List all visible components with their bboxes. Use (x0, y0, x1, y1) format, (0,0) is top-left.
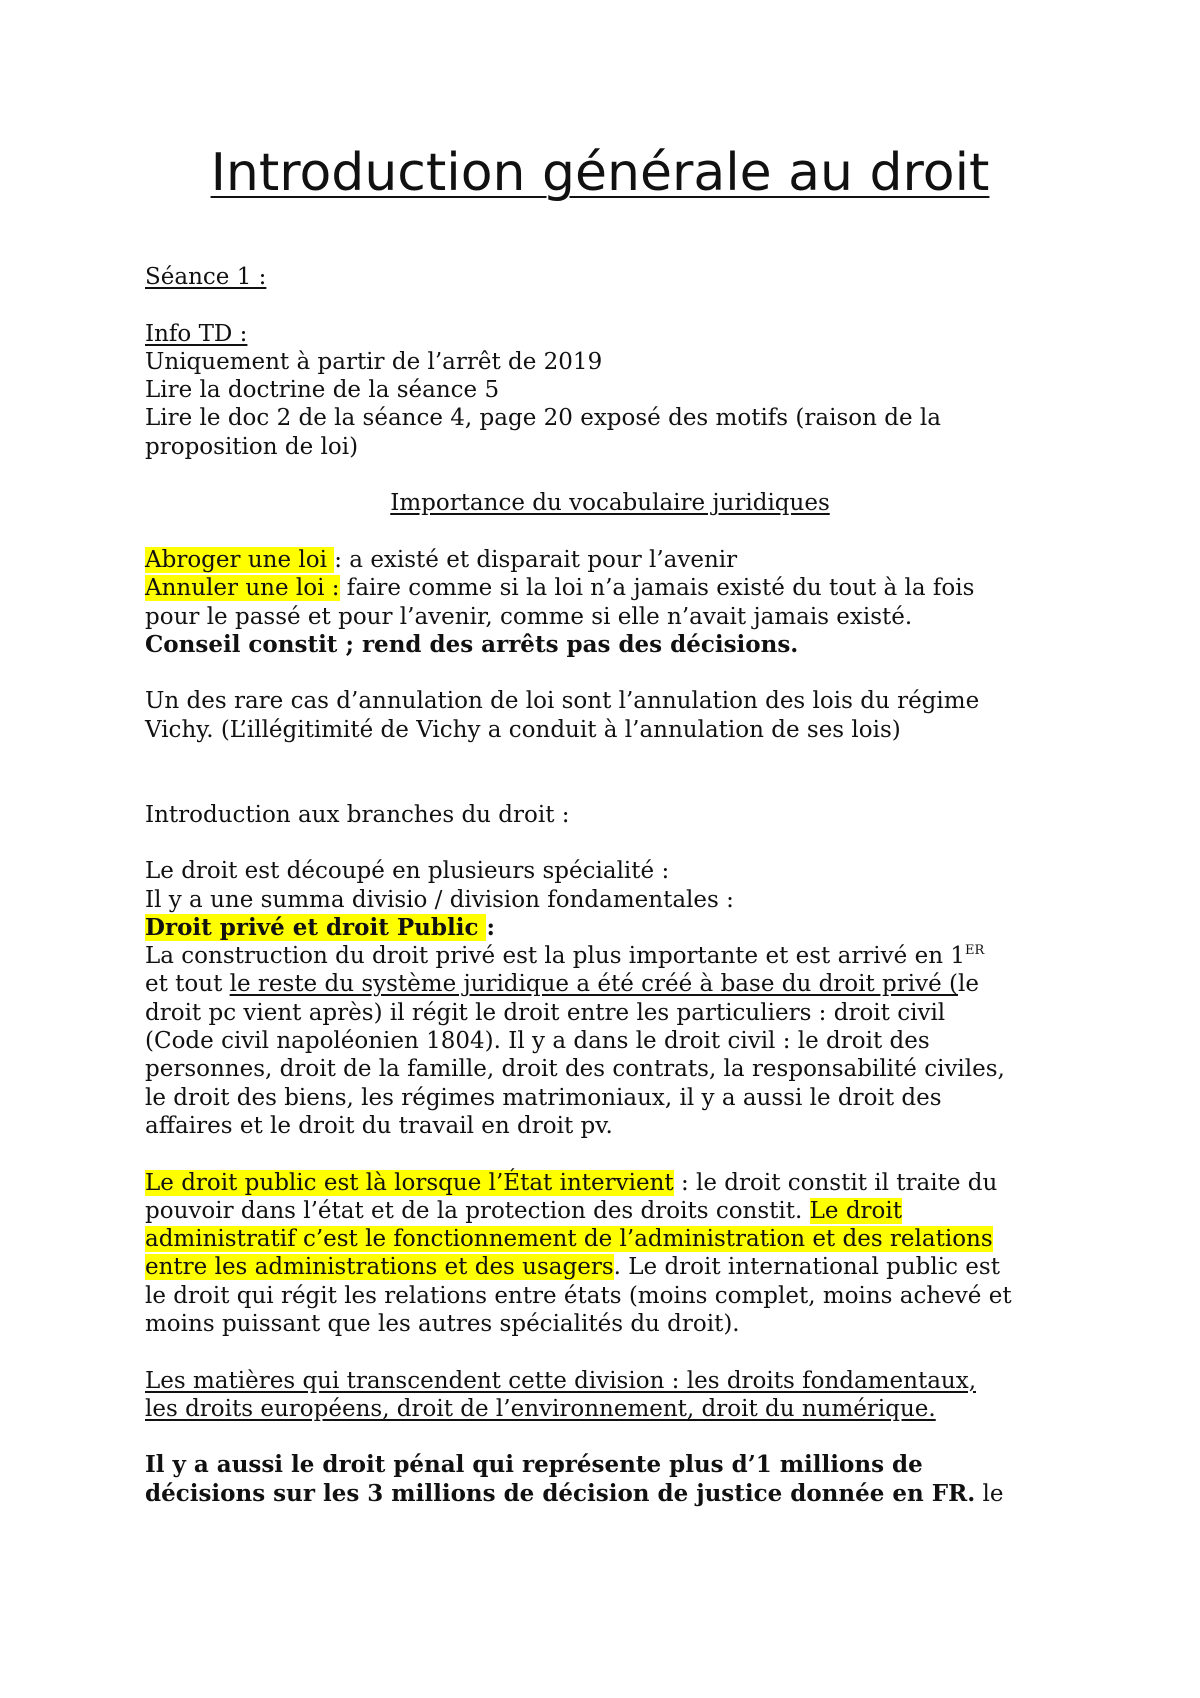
info-td-line: Lire la doctrine de la séance 5 (145, 377, 500, 404)
admin-highlight: entre les administrations et des usagers (145, 1254, 614, 1281)
penal-text: le (975, 1480, 1004, 1507)
prive-line: affaires et le droit du travail en droit pv. (145, 1112, 613, 1139)
info-td-line: Uniquement à partir de l’arrêt de 2019 (145, 348, 603, 375)
public-line (145, 1197, 1075, 1225)
prive-line: personnes, droit de la famille, droit des contrats, la responsabilité civiles, (145, 1056, 1005, 1083)
prive-text: La construction du droit privé est la plus importante et est arrivé en 1 (145, 943, 965, 970)
penal-line (145, 1480, 1075, 1508)
abroger-term: Abroger une loi (145, 546, 335, 573)
prive-public-highlight: Droit privé et droit Public (145, 913, 487, 941)
prive-line: droit pc vient après) il régit le droit entre les particuliers : droit civil (145, 999, 946, 1026)
vichy-line: Un des rare cas d’annulation de loi sont l’annulation des lois du régime (145, 688, 980, 715)
admin-highlight: Le droit (809, 1197, 902, 1224)
public-line (145, 1225, 1075, 1253)
document-title: Introduction générale au droit (210, 143, 990, 203)
public-line (145, 1253, 1075, 1281)
prive-line (145, 942, 1075, 970)
info-td-line: Lire le doc 2 de la séance 4, page 20 exposé des motifs (raison de la (145, 405, 941, 432)
vocab-heading: Importance du vocabulaire juridiques (390, 490, 830, 517)
public-line (145, 1169, 1075, 1197)
branches-line: Il y a une summa divisio / division fondamentales : (145, 886, 734, 913)
transcend-text: les droits européens, droit de l’environnement, droit du numérique. (145, 1395, 936, 1422)
prive-line (145, 970, 1075, 998)
public-text: : le droit constit il traite du (673, 1169, 998, 1196)
prive-line: le droit des biens, les régimes matrimoniaux, il y a aussi le droit des (145, 1084, 942, 1111)
conseil-constit-note: Conseil constit ; rend des arrêts pas des décisions. (145, 630, 799, 658)
prive-line: (Code civil napoléonien 1804). Il y a dans le droit civil : le droit des (145, 1028, 930, 1055)
branches-line: Le droit est découpé en plusieurs spécialité : (145, 858, 670, 885)
vichy-line: Vichy. (L’illégitimité de Vichy a conduit à l’annulation de ses lois) (145, 716, 901, 743)
prive-text: et tout (145, 971, 230, 998)
abroger-definition: : a existé et disparait pour l’avenir (334, 546, 738, 573)
transcend-text: Les matières qui transcendent cette division : les droits fondamentaux, (145, 1367, 976, 1394)
penal-line: Il y a aussi le droit pénal qui représente plus d’1 millions de (145, 1451, 923, 1479)
transcend-line (145, 1367, 1075, 1395)
prive-underlined: le reste du système juridique a été créé à base du droit privé ( (229, 971, 959, 998)
public-line: le droit qui régit les relations entre états (moins complet, moins achevé et (145, 1282, 1012, 1309)
public-text: pouvoir dans l’état et de la protection des droits constit. (145, 1197, 810, 1224)
info-td-line: proposition de loi) (145, 433, 359, 460)
annuler-line (145, 574, 1075, 602)
prive-text: le (958, 971, 979, 998)
annuler-continuation: pour le passé et pour l’avenir, comme si elle n’avait jamais existé. (145, 603, 913, 630)
annuler-definition: faire comme si la loi n’a jamais existé du tout à la fois (339, 575, 975, 602)
info-td-heading: Info TD : (145, 320, 248, 347)
admin-highlight: administratif c’est le fonctionnement de l’administration et des relations (145, 1226, 993, 1253)
branches-intro: Introduction aux branches du droit : (145, 801, 570, 828)
annuler-term: Annuler une loi : (145, 575, 340, 602)
prive-public-heading (145, 914, 1075, 942)
document-body (145, 263, 1075, 1508)
public-text: . Le droit international public est (613, 1254, 1000, 1281)
public-highlight: Le droit public est là lorsque l’État intervient (145, 1169, 674, 1196)
superscript-er: ER (964, 943, 985, 959)
seance-heading: Séance 1 : (145, 264, 267, 290)
public-line: moins puissant que les autres spécialités du droit). (145, 1310, 740, 1337)
vocab-heading-line (145, 489, 1075, 517)
abroger-line (145, 546, 1075, 574)
transcend-line (145, 1395, 1075, 1423)
prive-public-colon: : (486, 913, 495, 941)
penal-bold: décisions sur les 3 millions de décision de justice donnée en FR. (145, 1479, 976, 1507)
